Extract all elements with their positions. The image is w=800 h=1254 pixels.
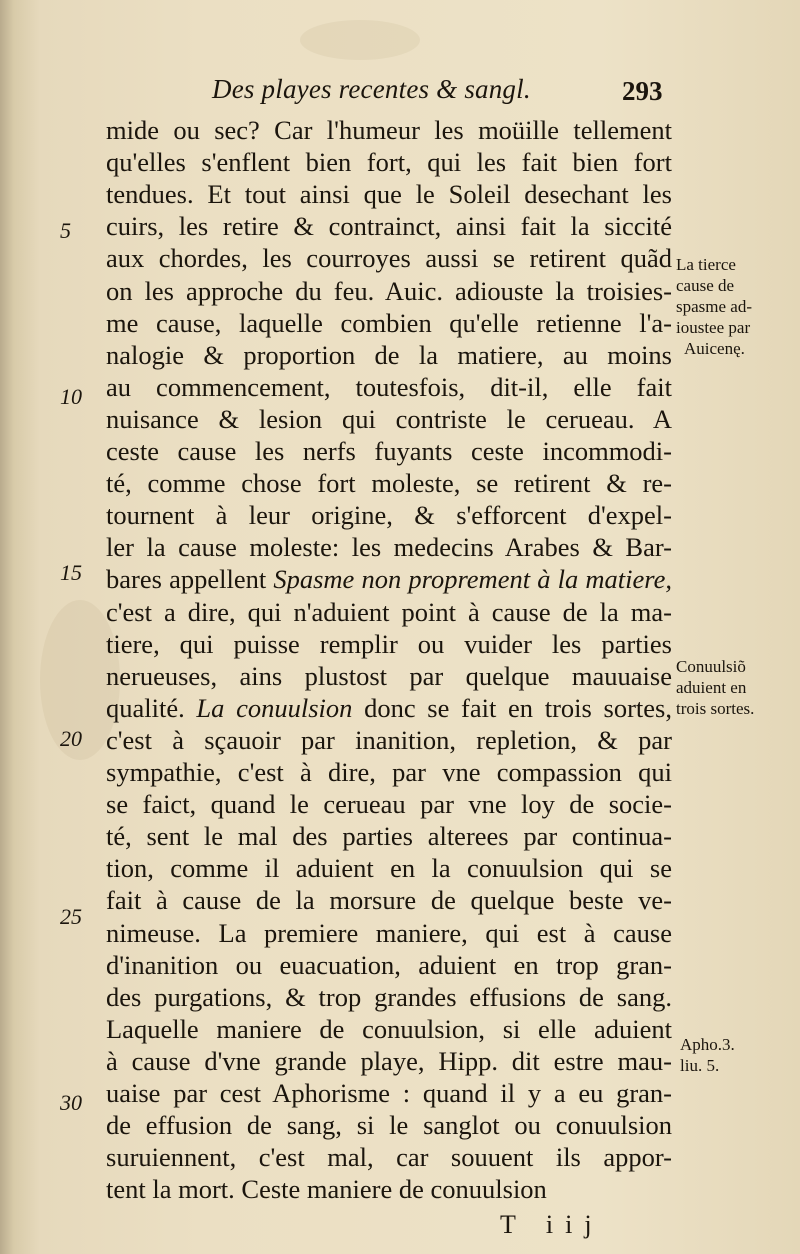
text-line: bares appellent Spasme non proprement à la matiere, (106, 564, 672, 595)
text-line: à cause d'vne grande playe, Hipp. dit estre mau- (106, 1045, 672, 1076)
text-line: ler la cause moleste: les medecins Arabes & Bar- (106, 532, 672, 563)
text-line: on les approche du feu. Auic. adiouste la troisies- (106, 275, 672, 306)
text-line: tendues. Et tout ainsi que le Soleil desechant les (106, 179, 672, 210)
margin-note-line: Conuulsiõ (676, 657, 746, 676)
text-line: uaise par cest Aphorisme : quand il y a eu gran- (106, 1078, 672, 1108)
margin-note-line: cause de (676, 276, 735, 295)
page-header (212, 74, 672, 114)
margin-note-convulsion (676, 656, 800, 719)
line-number: 20 (60, 726, 82, 751)
text-line: tiere, qui puisse remplir ou vuider les parties (106, 628, 672, 659)
text-line: nuisance & lesion qui contriste le cerueau. A (106, 403, 672, 434)
text-line: cuirs, les retire & contrainct, ainsi fait la siccité (106, 211, 672, 242)
text-line: qualité. La conuulsion donc se fait en trois sortes, (106, 692, 672, 723)
line-number: 25 (60, 904, 82, 929)
text-line: aux chordes, les courroyes aussi se retirent quãd (106, 243, 672, 274)
text-line: me cause, laquelle combien qu'elle retienne l'a- (106, 307, 672, 338)
line-number: 10 (60, 384, 82, 409)
signature-mark: T iij (500, 1210, 604, 1239)
line-number: 15 (60, 560, 82, 585)
margin-note-line: liu. 5. (680, 1056, 720, 1075)
text-line: des purgations, & trop grandes effusions de sang. (106, 981, 672, 1012)
margin-note-line: Auicenę. (684, 339, 745, 358)
text-line: c'est à sçauoir par inanition, repletion, & par (106, 724, 672, 755)
text-line: mide ou sec? Car l'humeur les moüille tellement (106, 115, 672, 145)
margin-note-line: La tierce (676, 255, 736, 274)
margin-note-line: ioustee par (676, 318, 751, 337)
paper-stain (300, 20, 420, 60)
line-number: 5 (60, 218, 71, 243)
text-line: fait à cause de la morsure de quelque beste ve- (106, 885, 672, 916)
text-line: té, sent le mal des parties alterees par continua- (106, 821, 672, 852)
text-line: nimeuse. La premiere maniere, qui est à cause (106, 917, 672, 948)
text-line: sympathie, c'est à dire, par vne compassion qui (106, 757, 672, 787)
text-line: qu'elles s'enflent bien fort, qui les fait bien fort (106, 147, 672, 178)
text-line: té, comme chose fort moleste, se retirent & re- (106, 468, 672, 499)
text-line: au commencement, toutesfois, dit-il, elle fait (106, 371, 672, 402)
text-line: Laquelle maniere de conuulsion, si elle aduient (106, 1013, 672, 1044)
margin-note-line: spasme ad- (676, 297, 753, 316)
margin-note-aphorism (680, 1034, 800, 1076)
text-line: nalogie & proportion de la matiere, au moins (106, 339, 672, 370)
margin-note-line: Apho.3. (680, 1035, 735, 1054)
page-number: 293 (622, 76, 663, 106)
text-line: suruiennent, c'est mal, car souuent ils appor- (106, 1142, 672, 1173)
text-line: de effusion de sang, si le sanglot ou conuulsion (106, 1110, 672, 1141)
text-line: se faict, quand le cerueau par vne loy de socie- (106, 789, 672, 820)
text-line: tion, comme il aduient en la conuulsion qui se (106, 853, 672, 884)
text-line: nerueuses, ains plustost par quelque mauuaise (106, 660, 672, 691)
margin-note-spasm (676, 254, 800, 359)
margin-note-line: aduient en (676, 678, 747, 697)
running-title: Des playes recentes & sangl. (212, 74, 531, 104)
text-line: ceste cause les nerfs fuyants ceste incommodi- (106, 436, 672, 466)
text-line: d'inanition ou euacuation, aduient en trop gran- (106, 949, 672, 980)
text-line: tent la mort. Ceste maniere de conuulsion (106, 1174, 547, 1205)
text-line: tournent à leur origine, & s'efforcent d'expel- (106, 500, 672, 531)
margin-note-line: trois sortes. (676, 699, 755, 718)
line-number: 30 (60, 1090, 82, 1115)
text-line: c'est a dire, qui n'aduient point à cause de la ma- (106, 596, 672, 627)
